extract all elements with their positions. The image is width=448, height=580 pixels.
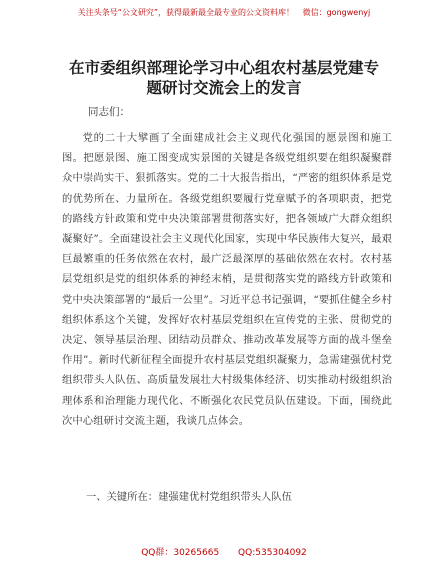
header-watermark-note [0, 7, 448, 18]
title-line-2: 题研讨交流会上的发言 [146, 79, 302, 97]
document-title [45, 58, 403, 98]
greeting: 同志们： [88, 106, 130, 118]
header-note-promo: 关注头条号“公文研究”，获得最新最全最专业的公文资料库！ [77, 8, 295, 17]
header-note-wechat: 微信：gongwenyj [302, 8, 371, 17]
footer-contact [0, 545, 448, 558]
footer-qq-group: QQ群：30265665 [141, 548, 220, 558]
footer-qq: QQ:535304092 [238, 548, 307, 558]
body-text [62, 128, 392, 431]
section-heading-1: 一、关键所在：建强建优村党组织带头人队伍 [86, 491, 292, 503]
title-line-1: 在市委组织部理论学习中心组农村基层党建专 [68, 59, 379, 77]
paragraph-1: 党的二十大擘画了全面建成社会主义现代化强国的愿景图和施工图。把愿景图、施工图变成实景图的关键是各级党组织要在组织凝聚群众中崇尚实干、狠抓落实。党的二十大报告指出，“严密的组织体系是党的优势所在、力量所在。各级党组织要履行党章赋予的各项职责，把党的路线方针政策和党中央决策部署贯彻落实好，把各领域广大群众组织凝聚好”。全面建设社会主义现代化国家，实现中华民族伟大复兴，最艰巨最繁重的任务依然在农村，最广泛最深厚的基础依然在农村。农村基层党组织是党的组织体系的神经末梢，是贯彻落实党的路线方针政策和党中央决策部署的“最后一公里”。习近平总书记强调，“要抓住健全乡村组织体系这个关键，发挥好农村基层党组织在宣传党的主张、贯彻党的决定、领导基层治理、团结动员群众、推动改革发展等方面的战斗堡垒作用”。新时代新征程全面提升农村基层党组织凝聚力，急需建强优村党组织带头人队伍、高质量发展壮大村级集体经济、切实推动村级组织治理体系和治理能力现代化、不断强化农民党员队伍建设。下面，围绕此次中心组研讨交流主题，我谈几点体会。 [62, 132, 392, 427]
